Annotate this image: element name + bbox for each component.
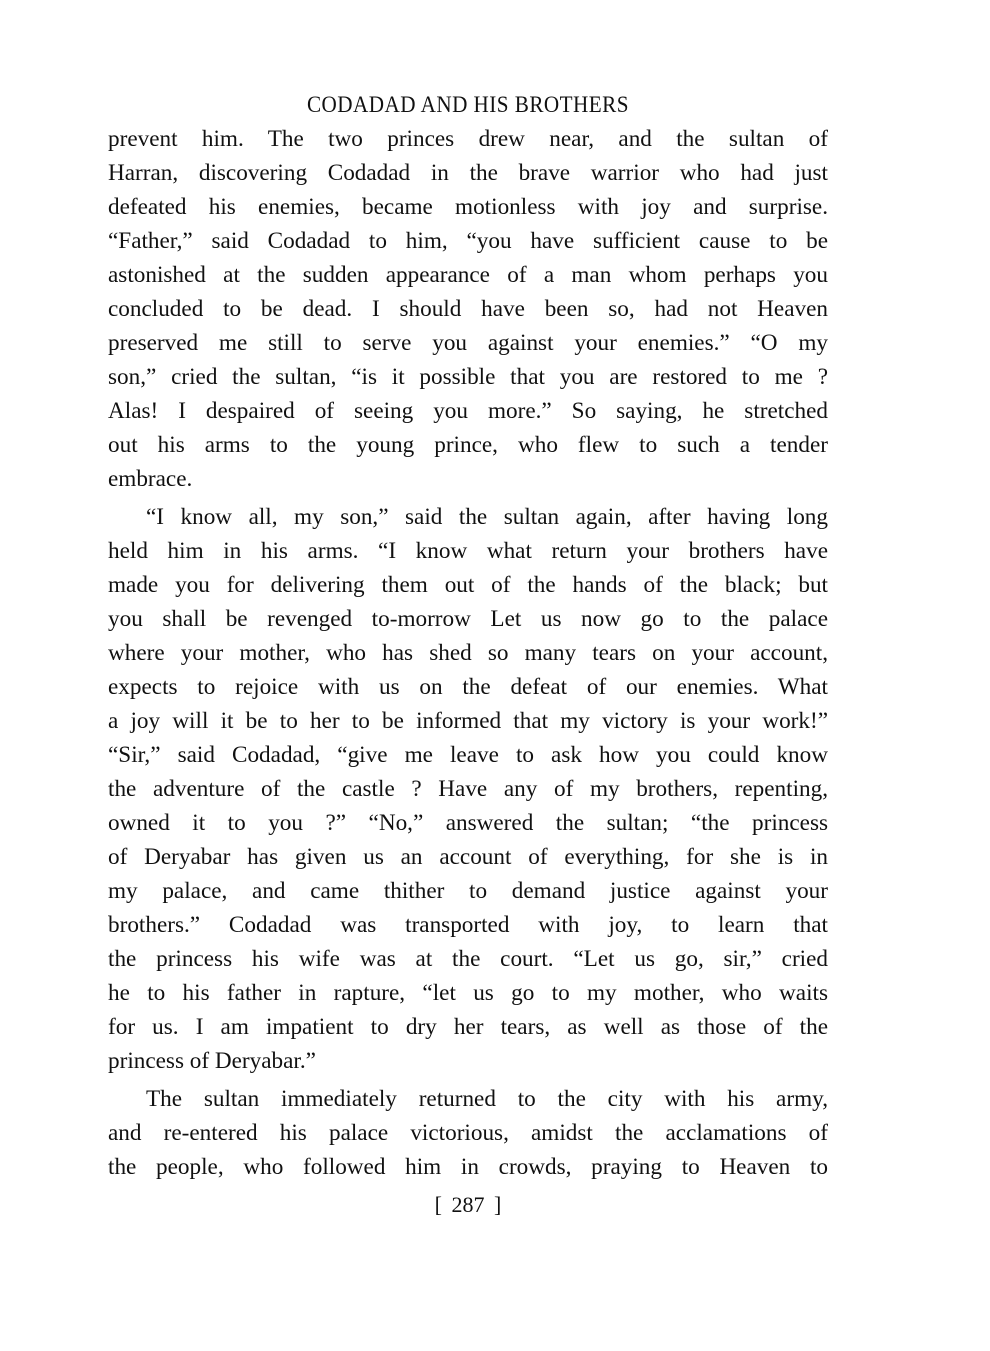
text-line: The sultan immediately returned to the city with his army, [146, 1086, 828, 1112]
paragraph-2 [108, 500, 828, 1078]
book-page [108, 88, 828, 1222]
text-line: “I know all, my son,” said the sultan again, after having long [146, 504, 828, 530]
text-line: where your mother, who has shed so many tears on your account, [108, 640, 828, 666]
text-line: held him in his arms. “I know what return your brothers have [108, 538, 828, 564]
text-line: the princess his wife was at the court. “Let us go, sir,” cried [108, 946, 828, 972]
text-line: for us. I am impatient to dry her tears, as well as those of the [108, 1014, 828, 1040]
text-line: concluded to be dead. I should have been so, had not Heaven [108, 296, 828, 322]
page-number: [ 287 ] [434, 1192, 502, 1217]
text-line: “Sir,” said Codadad, “give me leave to ask how you could know [108, 742, 828, 768]
body-text [108, 122, 828, 1184]
text-line: my palace, and came thither to demand justice against your [108, 878, 828, 904]
text-line: made you for delivering them out of the hands of the black; but [108, 572, 828, 598]
paragraph-3 [108, 1082, 828, 1184]
text-line: Harran, discovering Codadad in the brave warrior who had just [108, 160, 828, 186]
text-line: prevent him. The two princes drew near, and the sultan of [108, 126, 828, 152]
text-line: expects to rejoice with us on the defeat of our enemies. What [108, 674, 828, 700]
text-line: the people, who followed him in crowds, praying to Heaven to [108, 1154, 828, 1180]
text-line: brothers.” Codadad was transported with joy, to learn that [108, 912, 828, 938]
text-line: the adventure of the castle ? Have any of my brothers, repenting, [108, 776, 828, 802]
text-line: of Deryabar has given us an account of everything, for she is in [108, 844, 828, 870]
text-line: you shall be revenged to-morrow Let us now go to the palace [108, 606, 828, 632]
text-line: a joy will it be to her to be informed that my victory is your work!” [108, 708, 828, 734]
text-line: and re-entered his palace victorious, amidst the acclamations of [108, 1120, 828, 1146]
text-line: Alas! I despaired of seeing you more.” So saying, he stretched [108, 398, 828, 424]
text-line: owned it to you ?” “No,” answered the sultan; “the princess [108, 810, 828, 836]
text-line: he to his father in rapture, “let us go to my mother, who waits [108, 980, 828, 1006]
text-line: out his arms to the young prince, who flew to such a tender [108, 432, 828, 458]
text-line: defeated his enemies, became motionless with joy and surprise. [108, 194, 828, 220]
text-line: princess of Deryabar.” [108, 1048, 316, 1074]
text-line: son,” cried the sultan, “is it possible that you are restored to me ? [108, 364, 828, 390]
paragraph-1 [108, 122, 828, 496]
running-head-title: CODADAD AND HIS BROTHERS [306, 92, 629, 117]
text-line: embrace. [108, 466, 193, 492]
text-line: astonished at the sudden appearance of a man whom perhaps you [108, 262, 828, 288]
text-line: preserved me still to serve you against your enemies.” “O my [108, 330, 828, 356]
text-line: “Father,” said Codadad to him, “you have sufficient cause to be [108, 228, 828, 254]
